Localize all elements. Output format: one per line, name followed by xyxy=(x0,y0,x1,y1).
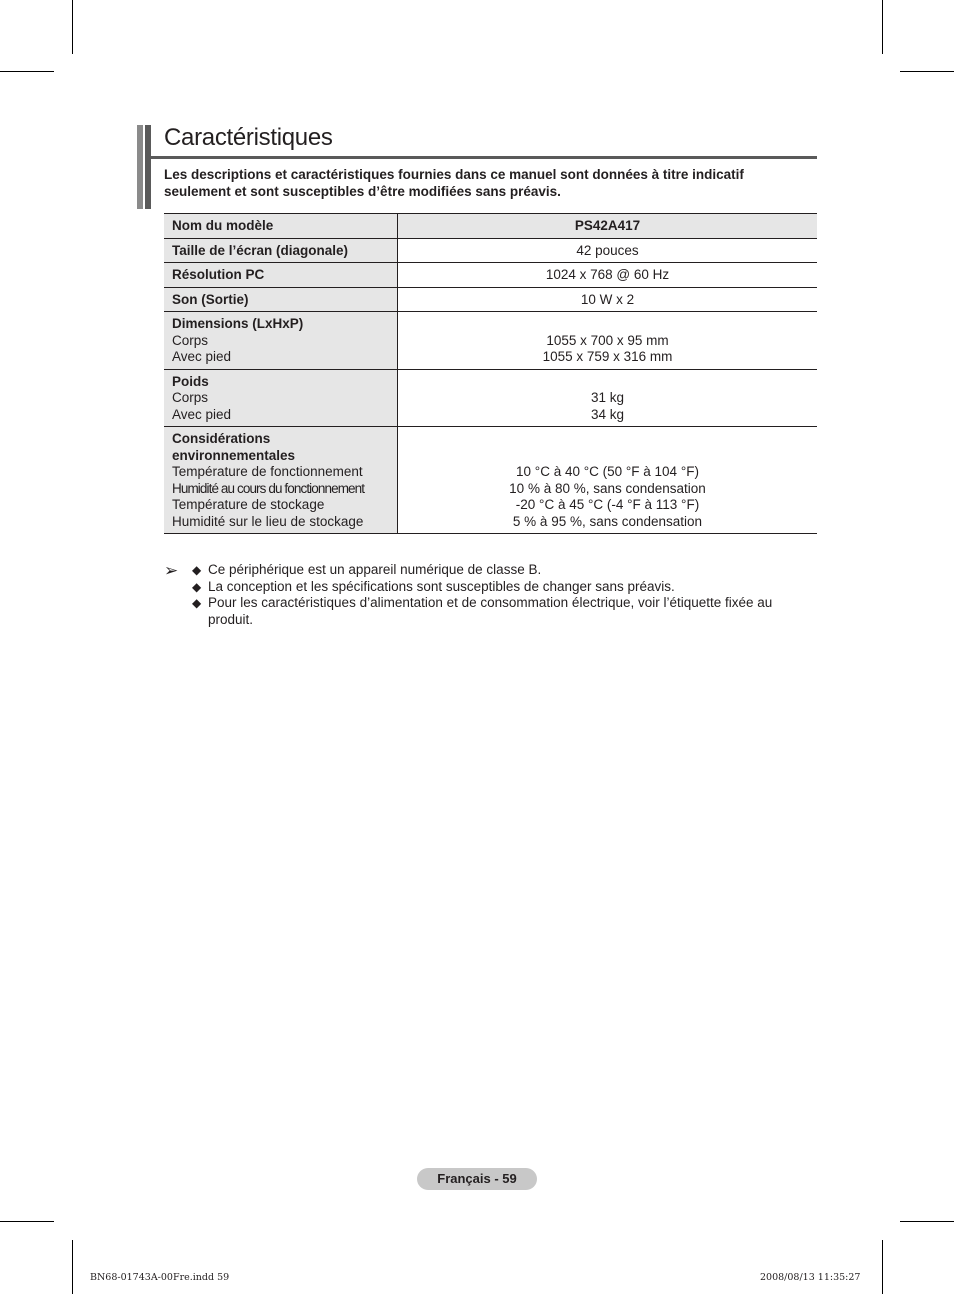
env-sub-storage-temp: Température de stockage xyxy=(172,497,325,512)
model-value: PS42A417 xyxy=(398,214,818,239)
intro-text: Les descriptions et caractéristiques fournies dans ce manuel sont données à titre indicatif seulement et sont susceptibles d’être modifiées sans préavis. xyxy=(164,167,744,199)
table-row xyxy=(164,287,817,312)
title-accent-bar xyxy=(145,125,151,209)
table-row xyxy=(164,427,817,534)
list-item xyxy=(164,562,814,579)
table-row xyxy=(164,263,817,288)
dimensions-value-body: 1055 x 700 x 95 mm xyxy=(546,332,669,348)
crop-mark xyxy=(900,71,954,72)
sound-label: Son (Sortie) xyxy=(172,291,249,307)
weight-sub-stand: Avec pied xyxy=(172,406,232,422)
dimensions-sub-stand: Avec pied xyxy=(172,349,232,364)
crop-mark xyxy=(72,1240,73,1294)
title-accent-bar xyxy=(137,125,143,209)
env-value-storage-humidity: 5 % à 95 %, sans condensation xyxy=(512,513,703,529)
notes-section xyxy=(164,562,814,628)
resolution-label: Résolution PC xyxy=(172,267,265,282)
env-value-op-humidity: 10 % à 80 %, sans condensation xyxy=(509,480,706,496)
list-item xyxy=(164,595,814,628)
env-sub-storage-humidity: Humidité sur le lieu de stockage xyxy=(172,513,364,529)
page-number-badge: Français - 59 xyxy=(417,1168,537,1190)
print-timestamp: 2008/08/13 11:35:27 xyxy=(760,1272,861,1283)
diamond-icon: ◆ xyxy=(192,579,202,594)
arrow-icon: ➢ xyxy=(164,561,179,580)
dimensions-sub-body: Corps xyxy=(172,332,209,348)
crop-mark xyxy=(0,1221,54,1222)
model-label: Nom du modèle xyxy=(172,218,274,233)
environment-label: Considérations environnementales xyxy=(172,431,296,463)
table-row xyxy=(164,369,817,427)
table-row xyxy=(164,238,817,263)
env-sub-op-humidity: Humidité au cours du fonctionnement xyxy=(172,480,365,496)
weight-sub-body: Corps xyxy=(172,390,209,405)
page-title: Caractéristiques xyxy=(164,124,333,151)
weight-value-stand: 34 kg xyxy=(590,406,625,422)
file-info: BN68-01743A-00Fre.indd 59 xyxy=(90,1272,230,1283)
crop-mark xyxy=(72,0,73,54)
weight-label: Poids xyxy=(172,373,209,389)
crop-mark xyxy=(882,1240,883,1294)
weight-value-body: 31 kg xyxy=(590,390,625,405)
screen-value: 42 pouces xyxy=(398,238,818,263)
sound-value: 10 W x 2 xyxy=(398,287,818,312)
diamond-icon: ◆ xyxy=(192,563,202,577)
dimensions-value-stand: 1055 x 759 x 316 mm xyxy=(542,349,673,364)
table-row xyxy=(164,312,817,370)
env-sub-op-temp: Température de fonctionnement xyxy=(172,464,363,479)
crop-mark xyxy=(0,71,54,72)
list-item xyxy=(164,579,814,596)
note-text: Pour les caractéristiques d’alimentation et de consommation électrique, voir l’étiquette fixée au produit. xyxy=(208,595,773,627)
dimensions-label: Dimensions (LxHxP) xyxy=(172,316,304,331)
table-row xyxy=(164,214,817,239)
env-value-op-temp: 10 °C à 40 °C (50 °F à 104 °F) xyxy=(516,464,699,479)
crop-mark xyxy=(882,0,883,54)
note-text: La conception et les spécifications sont susceptibles de changer sans préavis. xyxy=(208,578,675,594)
resolution-value: 1024 x 768 @ 60 Hz xyxy=(398,263,818,288)
screen-label: Taille de l’écran (diagonale) xyxy=(172,242,349,258)
diamond-icon: ◆ xyxy=(192,596,202,610)
title-underline xyxy=(151,156,817,159)
env-value-storage-temp: -20 °C à 45 °C (-4 °F à 113 °F) xyxy=(515,497,700,512)
crop-mark xyxy=(900,1221,954,1222)
spec-table xyxy=(164,213,817,534)
note-text: Ce périphérique est un appareil numérique de classe B. xyxy=(208,562,542,577)
